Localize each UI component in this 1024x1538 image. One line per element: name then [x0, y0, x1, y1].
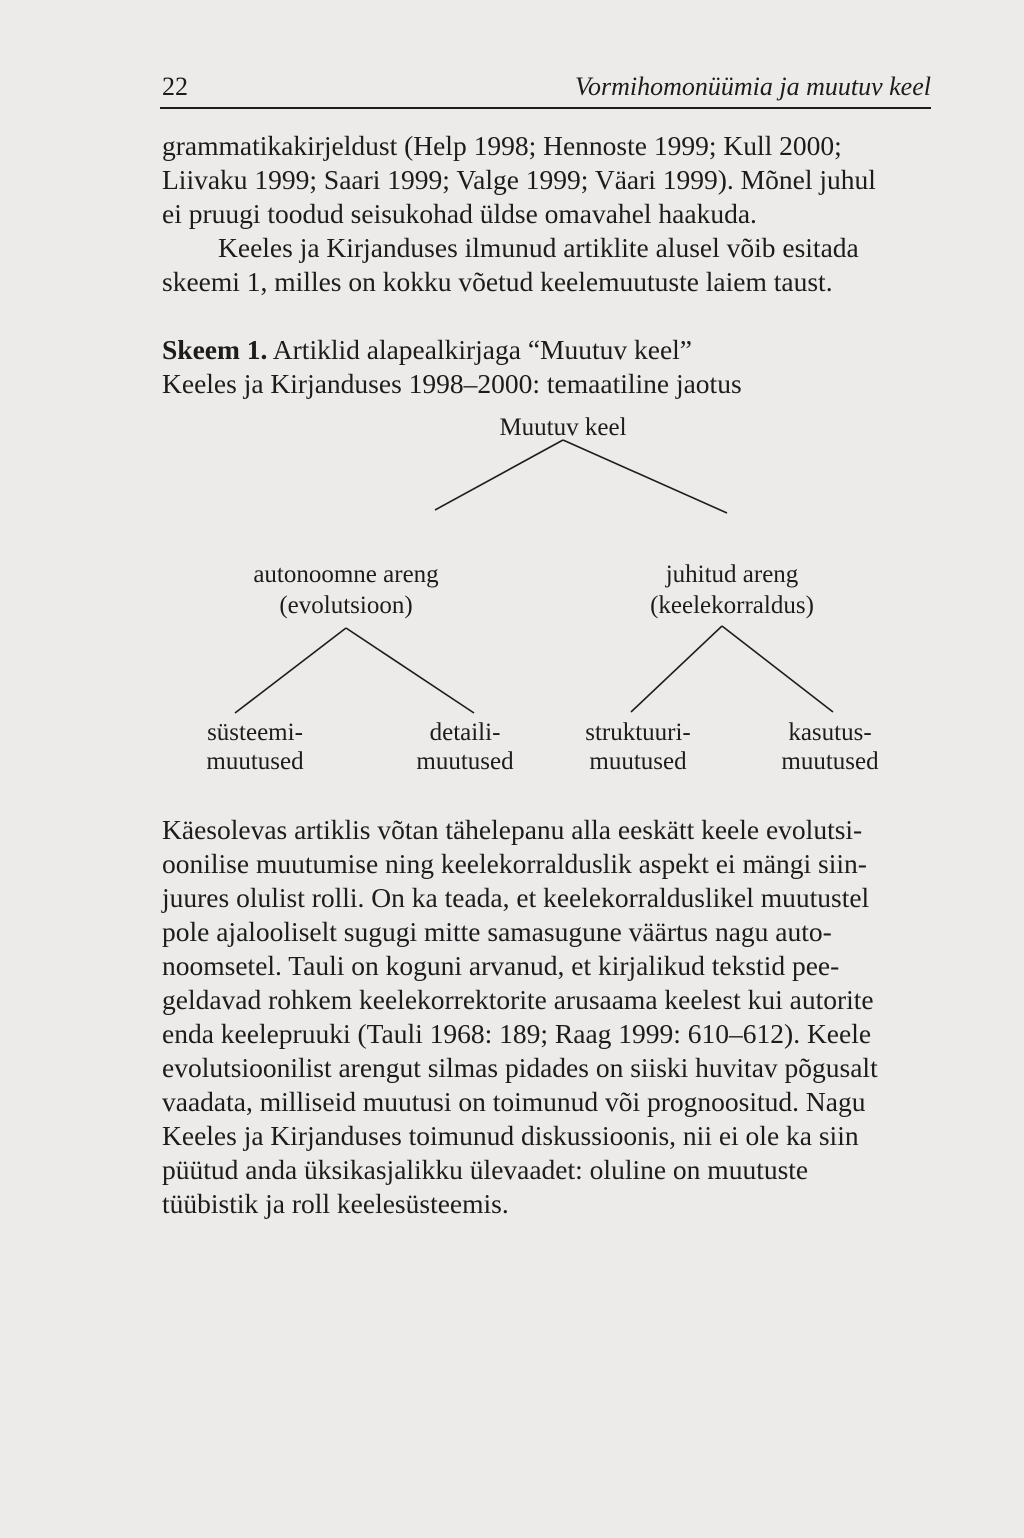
edge-left-leaf1 [235, 628, 346, 713]
paragraph-3-line-10: Keeles ja Kirjanduses toimunud diskussioonis, nii ei ole ka siin [162, 1120, 859, 1151]
scheme-label: Skeem 1. [162, 334, 268, 365]
scheme-subtitle: Keeles ja Kirjanduses 1998–2000: temaatiline jaotus [162, 368, 742, 399]
edge-left-leaf2 [346, 628, 474, 713]
scheme-leaf-3-line1: struktuuri- [585, 719, 691, 746]
scheme-left-node-line2: (evolutsioon) [279, 592, 413, 619]
scheme-leaf-4-line1: kasutus- [788, 719, 872, 746]
paragraph-3-line-3: juures olulist rolli. On ka teada, et keelekorralduslikel muutustel [162, 882, 870, 913]
scheme-leaf-3-line2: muutused [589, 748, 687, 775]
paragraph-3-line-5: noomsetel. Tauli on koguni arvanud, et kirjalikud tekstid pee- [162, 950, 840, 981]
paragraph-3-line-7: enda keelepruuki (Tauli 1968: 189; Raag 1999: 610–612). Keele [162, 1018, 872, 1049]
paragraph-2-line-2: skeemi 1, milles on kokku võetud keelemuutuste laiem taust. [162, 266, 833, 297]
scheme-leaf-2-line2: muutused [416, 748, 514, 775]
paragraph-1-line-2: Liivaku 1999; Saari 1999; Valge 1999; Väari 1999). Mõnel juhul [162, 164, 876, 195]
edge-root-right [563, 440, 727, 513]
page-number: 22 [162, 72, 188, 101]
paragraph-3-line-6: geldavad rohkem keelekorrektorite arusaama keelest kui autorite [162, 984, 874, 1015]
paragraph-3-line-11: püütud anda üksikasjalikku ülevaadet: oluline on muutuste [162, 1154, 809, 1185]
paragraph-1-line-3: ei pruugi toodud seisukohad üldse omavahel haakuda. [162, 198, 757, 229]
scheme-right-node-line2: (keelekorraldus) [650, 592, 814, 619]
edge-right-leaf3 [631, 626, 722, 712]
scheme-leaf-2-line1: detaili- [429, 719, 501, 746]
paragraph-2-line-1: Keeles ja Kirjanduses ilmunud artiklite alusel võib esitada [218, 232, 859, 263]
paragraph-3-line-2: oonilise muutumise ning keelekorralduslik aspekt ei mängi siin- [162, 848, 867, 879]
edge-right-leaf4 [722, 626, 833, 712]
paragraph-3-line-8: evolutsioonilist arengut silmas pidades on siiski huvitav põgusalt [162, 1052, 878, 1083]
running-title: Vormihomonüümia ja muutuv keel [574, 72, 931, 101]
paragraph-1-line-1: grammatikakirjeldust (Help 1998; Hennoste 1999; Kull 2000; [162, 130, 842, 161]
paragraph-3-line-12: tüübistik ja roll keelesüsteemis. [162, 1188, 509, 1219]
paragraph-3-line-9: vaadata, milliseid muutusi on toimunud või prognoositud. Nagu [162, 1086, 866, 1117]
scheme-leaf-1-line2: muutused [206, 748, 304, 775]
scheme-root-node: Muutuv keel [499, 414, 627, 441]
paragraph-3-line-4: pole ajalooliselt sugugi mitte samasugune väärtus nagu auto- [162, 916, 832, 947]
scheme-caption-text: Artiklid alapealkirjaga “Muutuv keel” [272, 334, 692, 365]
scheme-left-node-line1: autonoomne areng [253, 561, 439, 588]
scheme-leaf-1-line1: süsteemi- [207, 719, 303, 746]
edge-root-left [435, 440, 563, 510]
scheme-right-node-line1: juhitud areng [665, 561, 799, 588]
paragraph-3-line-1: Käesolevas artiklis võtan tähelepanu alla eeskätt keele evolutsi- [162, 814, 863, 845]
scheme-leaf-4-line2: muutused [781, 748, 879, 775]
